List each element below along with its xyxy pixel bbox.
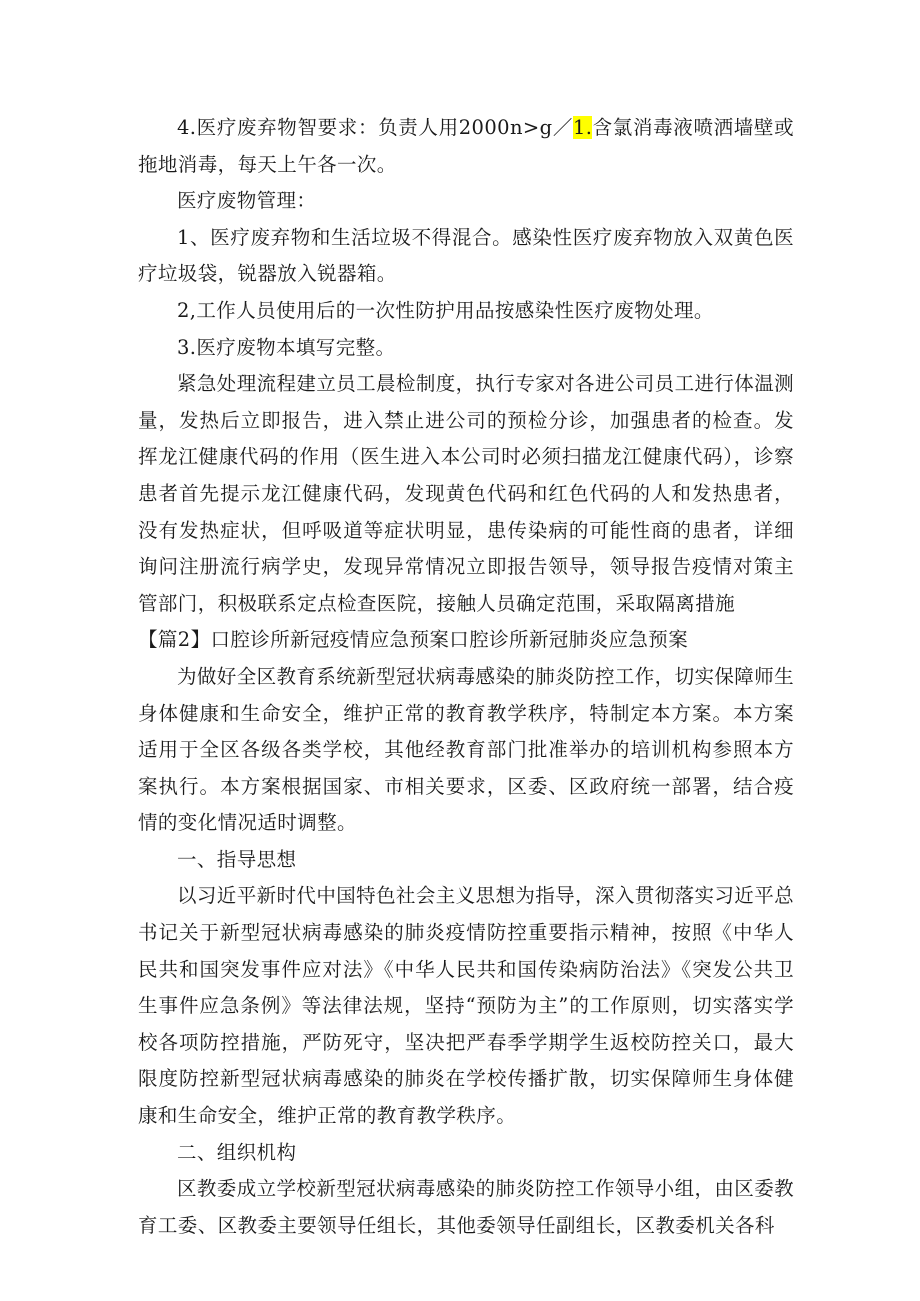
paragraph-waste-item-1: 1、医疗废弃物和生活垃圾不得混合。感染性医疗废弃物放入双黄色医疗垃圾袋，锐器放入锐器箱。 (138, 225, 794, 286)
section-heading-organization: 二、组织机构 (177, 1140, 297, 1164)
paragraph-waste-requirements (138, 110, 794, 183)
paragraph-waste-management-title: 医疗废物管理： (177, 189, 317, 213)
highlighted-text: 1. (572, 116, 593, 139)
paragraph-guiding-ideology: 以习近平新时代中国特色社会主义思想为指导，深入贯彻落实习近平总书记关于新型冠状病毒感染的肺炎疫情防控重要指示精神，按照《中华人民共和国突发事件应对法》《中华人民共和国传染病防治法》《突发公共卫生事件应急条例》等法律法规，坚持“预防为主”的工作原则，切实落实学校各项防控措施，严防死守，坚决把严春季学期学生返校防控关口，最大限度防控新型冠状病毒感染的肺炎在学校传播扩散，切实保障师生身体健康和生命安全，维护正常的教育教学秩序。 (138, 884, 794, 1128)
paragraph-organization: 区教委成立学校新型冠状病毒感染的肺炎防控工作领导小组，由区委教育工委、区教委主要领导任组长，其他委领导任副组长，区教委机关各科 (138, 1177, 794, 1237)
paragraph-emergency-process: 紧急处理流程建立员工晨检制度，执行专家对各进公司员工进行体温测量，发热后立即报告，进入禁止进公司的预检分诊，加强患者的检查。发挥龙江健康代码的作用（医生进入本公司时必须扫描龙江健康代码），诊察患者首先提示龙江健康代码，发现黄色代码和红色代码的人和发热患者，没有发热症状，但呼吸道等症状明显，患传染病的可能性商的患者，详细询问注册流行病学史，发现异常情况立即报告领导，领导报告疫情对策主管部门，积极联系定点检查医院，接触人员确定范围，采取隔离措施 (138, 372, 794, 615)
document-body (138, 110, 794, 1244)
paragraph-text: 4.医疗废弃物智要求：负责人用2000n>g／ (177, 116, 573, 139)
section-heading-guiding-ideology: 一、指导思想 (177, 847, 297, 871)
paragraph-text: 含氯消毒液喷洒墙壁或拖地消毒，每天上午各一次。 (138, 116, 794, 176)
paragraph-intro: 为做好全区教育系统新型冠状病毒感染的肺炎防控工作，切实保障师生身体健康和生命安全，维护正常的教育教学秩序，特制定本方案。本方案适用于全区各级各类学校，其他经教育部门批准举办的培训机构参照本方案执行。本方案根据国家、市相关要求，区委、区政府统一部署，结合疫情的变化情况适时调整。 (138, 664, 794, 835)
paragraph-waste-item-2: 2,工作人员使用后的一次性防护用品按感染性医疗废物处理。 (177, 298, 714, 322)
section-heading-part2: 【篇2】口腔诊所新冠疫情应急预案口腔诊所新冠肺炎应急预案 (138, 628, 689, 652)
paragraph-waste-item-3: 3.医疗废物本填写完整。 (177, 335, 396, 359)
